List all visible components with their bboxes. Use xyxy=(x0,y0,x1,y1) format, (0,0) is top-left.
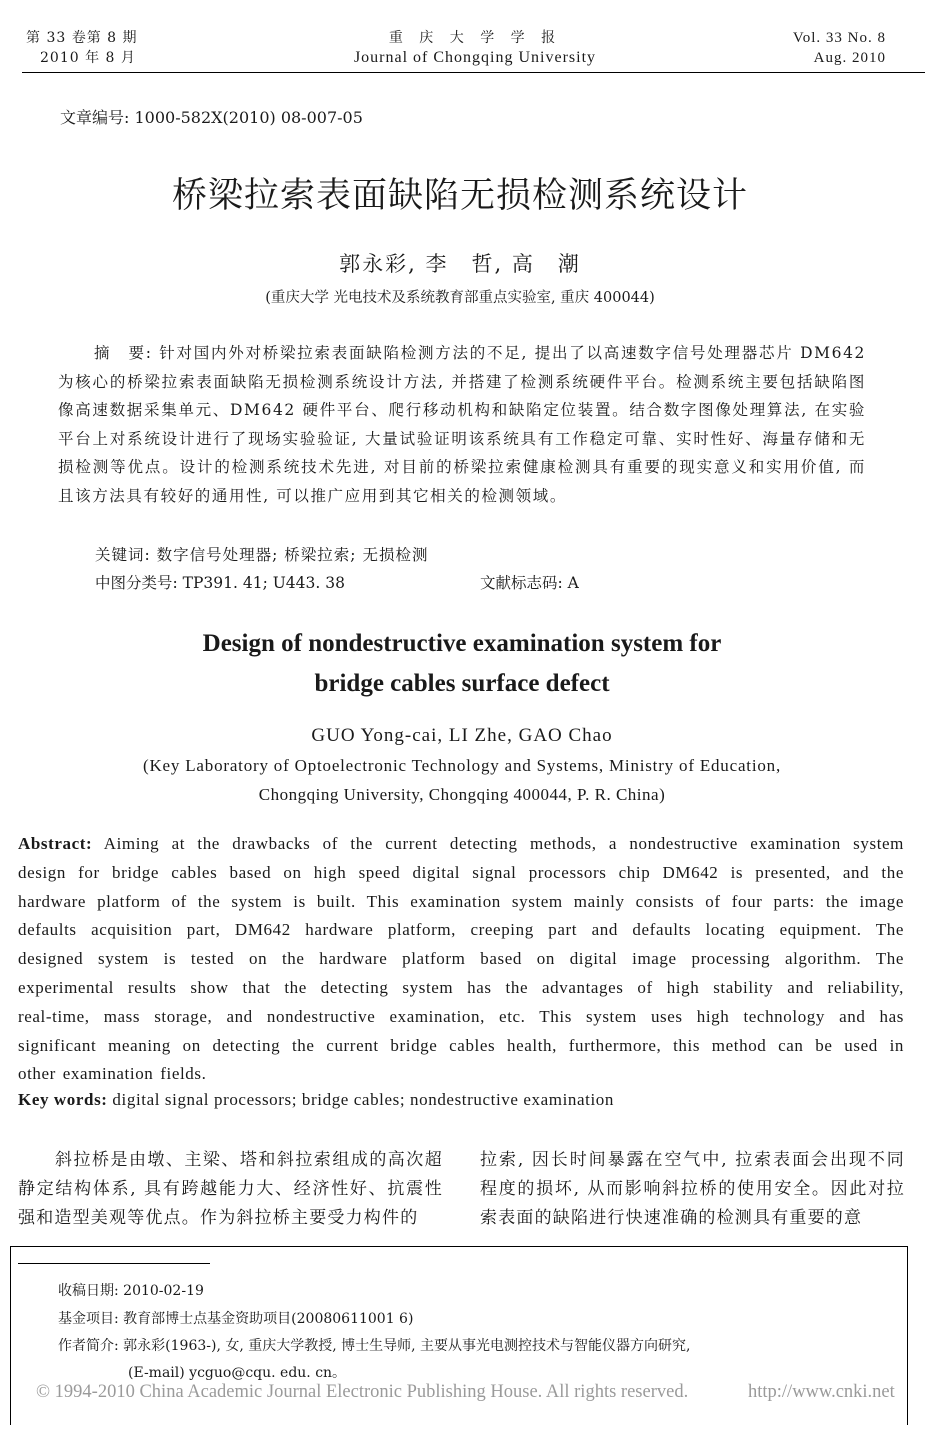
abstract-en xyxy=(18,830,904,1089)
authors-en: GUO Yong-cai, LI Zhe, GAO Chao xyxy=(311,725,613,746)
keywords-en-text: digital signal processors; bridge cables; nondestructive examination xyxy=(107,1090,614,1109)
abstract-en-line: significant meaning on detecting the current bridge cables health, furthermore, this method can be used in xyxy=(18,1035,904,1055)
volume-issue: 第 33 卷第 8 期 xyxy=(26,30,138,46)
keywords-en-label: Key words: xyxy=(18,1090,108,1109)
document-code: 文献标志码: A xyxy=(480,574,579,592)
cnki-url[interactable]: http://www.cnki.net xyxy=(748,1382,895,1402)
author-email: (E-mail) ycguo@cqu. edu. cn。 xyxy=(128,1365,347,1381)
affiliation-en-line1: (Key Laboratory of Optoelectronic Technology and Systems, Ministry of Education, xyxy=(143,756,781,775)
abstract-en-line: designed system is tested on the hardware platform based on digital image processing algorithm. The xyxy=(18,949,904,969)
affiliation-en-line2: Chongqing University, Chongqing 400044, P. R. China) xyxy=(258,785,666,804)
footnote-rule xyxy=(18,1263,210,1264)
body-column-left: 斜拉桥是由墩、主梁、塔和斜拉索组成的高次超静定结构体系, 具有跨越能力大、经济性好、抗震性强和造型美观等优点。作为斜拉桥主要受力构件的 xyxy=(18,1150,443,1228)
abstract-cn-text: 针对国内外对桥梁拉索表面缺陷检测方法的不足, 提出了以高速数字信号处理器芯片 DM642 为核心的桥梁拉索表面缺陷无损检测系统设计方法, 并搭建了检测系统硬件平台。检测系统主要包括缺陷图像高速数据采集单元、DM642 硬件平台、爬行移动机构和缺陷定位装置。结合数字图像处理算法, 在实验平台上对系统设计进行了现场实验验证, 大量试验证明该系统具有工作稳定可靠、实时性好、海量存储和无损检测等优点。设计的检测系统技术先进, 对目前的桥梁拉索健康检测具有重要的现实意义和实用价值, 而且该方法具有较好的通用性, 可以推广应用到其它相关的检测领域。 xyxy=(58,344,867,505)
title-en-line1: Design of nondestructive examination system for xyxy=(202,630,722,657)
abstract-en-line: hardware platform of the system is built. This examination system mainly consists of four parts: the image xyxy=(18,891,904,911)
copyright-watermark: © 1994-2010 China Academic Journal Electronic Publishing House. All rights reserved. xyxy=(36,1382,689,1402)
title-en-line2: bridge cables surface defect xyxy=(314,670,610,697)
date-en: Aug. 2010 xyxy=(813,50,886,66)
title-cn: 桥梁拉索表面缺陷无损检测系统设计 xyxy=(171,176,748,216)
fund-project: 基金项目: 教育部博士点基金资助项目(20080611001 6) xyxy=(58,1311,414,1327)
abstract-en-line: real-time, mass storage, and nondestructive examination, etc. This system uses high technology and has xyxy=(18,1006,904,1026)
journal-name-cn: 重 庆 大 学 学 报 xyxy=(388,30,562,46)
abstract-en-line: experimental results show that the detecting system has the advantages of high stability and reliability, xyxy=(18,977,904,997)
header-rule xyxy=(22,72,925,73)
affiliation-cn: (重庆大学 光电技术及系统教育部重点实验室, 重庆 400044) xyxy=(265,290,655,306)
article-id: 文章编号: 1000-582X(2010) 08-007-05 xyxy=(60,108,363,127)
abstract-en-line: other examination fields. xyxy=(18,1064,207,1084)
abstract-en-line: Abstract: Aiming at the drawbacks of the current detecting methods, a nondestructive examination system xyxy=(18,834,904,853)
abstract-cn xyxy=(58,339,866,510)
abstract-en-label: Abstract: xyxy=(18,834,93,853)
keywords-cn: 关键词: 数字信号处理器; 桥梁拉索; 无损检测 xyxy=(95,546,429,564)
publication-date: 2010 年 8 月 xyxy=(40,50,136,66)
abstract-en-line: defaults acquisition part, DM642 hardware platform, creeping part and defaults locating equipment. The xyxy=(18,920,904,940)
volume-en: Vol. 33 No. 8 xyxy=(792,30,886,46)
clc-number: 中图分类号: TP391. 41; U443. 38 xyxy=(95,574,345,592)
abstract-en-line: design for bridge cables based on high speed digital signal processors chip DM642 is presented, and the xyxy=(18,862,904,882)
journal-name-en: Journal of Chongqing University xyxy=(353,49,597,66)
abstract-cn-label: 摘 要: xyxy=(94,344,153,362)
keywords-en xyxy=(18,1090,614,1110)
author-bio: 作者简介: 郭永彩(1963-), 女, 重庆大学教授, 博士生导师, 主要从事光电测控技术与智能仪器方向研究, xyxy=(58,1338,691,1354)
body-column-right: 拉索, 因长时间暴露在空气中, 拉索表面会出现不同程度的损坏, 从而影响斜拉桥的使用安全。因此对拉索表面的缺陷进行快速准确的检测具有重要的意 xyxy=(480,1150,905,1228)
received-date: 收稿日期: 2010-02-19 xyxy=(58,1283,204,1299)
authors-cn: 郭永彩, 李 哲, 高 潮 xyxy=(339,252,581,276)
